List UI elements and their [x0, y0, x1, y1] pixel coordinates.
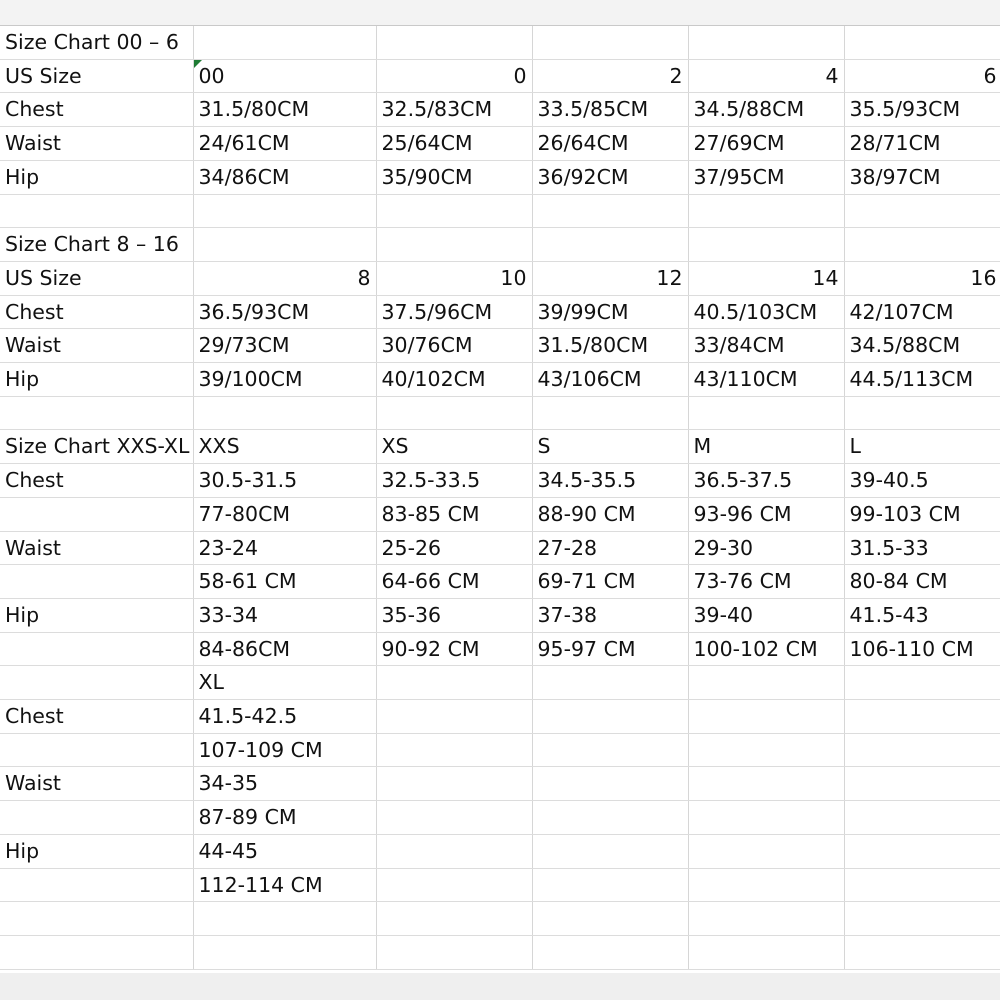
cell[interactable]: 29-30: [688, 531, 844, 565]
cell[interactable]: 32.5-33.5: [376, 464, 532, 498]
sheet-row: [0, 834, 1000, 868]
cell[interactable]: 43/106CM: [532, 363, 688, 397]
cell[interactable]: [193, 396, 376, 430]
cell[interactable]: [844, 396, 1000, 430]
cell[interactable]: 34.5/88CM: [844, 329, 1000, 363]
cell[interactable]: 38/97CM: [844, 160, 1000, 194]
cell[interactable]: 36.5/93CM: [193, 295, 376, 329]
row-label-cell[interactable]: [0, 632, 193, 666]
row-label-cell[interactable]: [0, 935, 193, 969]
cell[interactable]: 39-40: [688, 598, 844, 632]
sheet-row: [0, 801, 1000, 835]
cell[interactable]: [532, 228, 688, 262]
cell[interactable]: 69-71 CM: [532, 565, 688, 599]
sheet-row: [0, 59, 1000, 93]
cell[interactable]: [376, 902, 532, 936]
cell[interactable]: 99-103 CM: [844, 497, 1000, 531]
sheet-row: [0, 160, 1000, 194]
cell[interactable]: 23-24: [193, 531, 376, 565]
sheet-row: [0, 700, 1000, 734]
cell[interactable]: [688, 834, 844, 868]
cell[interactable]: XS: [376, 430, 532, 464]
row-label-cell[interactable]: Waist: [0, 329, 193, 363]
cell[interactable]: [193, 902, 376, 936]
cell[interactable]: [376, 26, 532, 59]
cell[interactable]: [844, 700, 1000, 734]
cell[interactable]: 41.5-42.5: [193, 700, 376, 734]
cell[interactable]: [376, 194, 532, 228]
row-label-cell[interactable]: Chest: [0, 464, 193, 498]
cell[interactable]: 36.5-37.5: [688, 464, 844, 498]
sheet-row: [0, 632, 1000, 666]
sheet-row: [0, 93, 1000, 127]
cell[interactable]: [844, 902, 1000, 936]
cell[interactable]: 42/107CM: [844, 295, 1000, 329]
cell[interactable]: 10: [376, 261, 532, 295]
cell[interactable]: 88-90 CM: [532, 497, 688, 531]
sheet-row: [0, 295, 1000, 329]
row-label-cell[interactable]: US Size: [0, 59, 193, 93]
row-label-cell[interactable]: [0, 902, 193, 936]
cell[interactable]: [376, 767, 532, 801]
sheet-row: [0, 666, 1000, 700]
sheet-row: [0, 733, 1000, 767]
cell[interactable]: [844, 935, 1000, 969]
cell[interactable]: 84-86CM: [193, 632, 376, 666]
cell[interactable]: 44.5/113CM: [844, 363, 1000, 397]
row-label-cell[interactable]: Size Chart XXS-XL: [0, 430, 193, 464]
cell[interactable]: [532, 935, 688, 969]
cell[interactable]: 112-114 CM: [193, 868, 376, 902]
cell[interactable]: [532, 801, 688, 835]
cell[interactable]: L: [844, 430, 1000, 464]
cell[interactable]: 24/61CM: [193, 127, 376, 161]
sheet-row: [0, 363, 1000, 397]
cell[interactable]: 83-85 CM: [376, 497, 532, 531]
row-label-cell[interactable]: Size Chart 00 – 6: [0, 26, 193, 59]
cell[interactable]: 80-84 CM: [844, 565, 1000, 599]
row-label-cell[interactable]: Hip: [0, 834, 193, 868]
cell[interactable]: 35-36: [376, 598, 532, 632]
cell[interactable]: 25/64CM: [376, 127, 532, 161]
cell[interactable]: 37/95CM: [688, 160, 844, 194]
row-label-cell[interactable]: Waist: [0, 127, 193, 161]
cell[interactable]: [532, 26, 688, 59]
cell[interactable]: [532, 868, 688, 902]
cell[interactable]: 36/92CM: [532, 160, 688, 194]
cell[interactable]: [688, 228, 844, 262]
cell[interactable]: 31.5-33: [844, 531, 1000, 565]
sheet-row: [0, 430, 1000, 464]
cell[interactable]: [532, 733, 688, 767]
cell[interactable]: 27-28: [532, 531, 688, 565]
cell[interactable]: 2: [532, 59, 688, 93]
cell[interactable]: [193, 194, 376, 228]
cell[interactable]: [688, 902, 844, 936]
cell[interactable]: [376, 834, 532, 868]
size-chart-table: [0, 26, 1000, 970]
cell[interactable]: XXS: [193, 430, 376, 464]
cell[interactable]: [532, 700, 688, 734]
cell[interactable]: [376, 733, 532, 767]
cell[interactable]: 27/69CM: [688, 127, 844, 161]
row-label-cell[interactable]: [0, 565, 193, 599]
sheet-row: [0, 194, 1000, 228]
cell[interactable]: [688, 700, 844, 734]
cell[interactable]: 35.5/93CM: [844, 93, 1000, 127]
cell[interactable]: 39/100CM: [193, 363, 376, 397]
cell[interactable]: 106-110 CM: [844, 632, 1000, 666]
cell[interactable]: 34.5/88CM: [688, 93, 844, 127]
cell[interactable]: 39-40.5: [844, 464, 1000, 498]
cell[interactable]: 6: [844, 59, 1000, 93]
cell[interactable]: 32.5/83CM: [376, 93, 532, 127]
row-label-cell[interactable]: Hip: [0, 598, 193, 632]
cell[interactable]: 93-96 CM: [688, 497, 844, 531]
cell[interactable]: [844, 834, 1000, 868]
sheet-row: [0, 935, 1000, 969]
cell[interactable]: [376, 801, 532, 835]
sheet-row: [0, 868, 1000, 902]
cell[interactable]: 00: [193, 59, 376, 93]
cell[interactable]: [376, 228, 532, 262]
cell[interactable]: 33-34: [193, 598, 376, 632]
cell[interactable]: 44-45: [193, 834, 376, 868]
sheet-row: [0, 228, 1000, 262]
row-label-cell[interactable]: [0, 396, 193, 430]
cell[interactable]: 64-66 CM: [376, 565, 532, 599]
cell[interactable]: 100-102 CM: [688, 632, 844, 666]
row-label-cell[interactable]: Hip: [0, 363, 193, 397]
cell[interactable]: 37-38: [532, 598, 688, 632]
cell[interactable]: [688, 194, 844, 228]
cell[interactable]: [193, 26, 376, 59]
row-label-cell[interactable]: Size Chart 8 – 16: [0, 228, 193, 262]
cell[interactable]: [376, 868, 532, 902]
sheet-row: [0, 261, 1000, 295]
cell[interactable]: [376, 935, 532, 969]
cell[interactable]: [844, 733, 1000, 767]
cell[interactable]: 0: [376, 59, 532, 93]
cell[interactable]: 31.5/80CM: [532, 329, 688, 363]
cell[interactable]: 41.5-43: [844, 598, 1000, 632]
cell[interactable]: [532, 767, 688, 801]
cell[interactable]: [844, 666, 1000, 700]
cell[interactable]: [844, 868, 1000, 902]
cell[interactable]: 34-35: [193, 767, 376, 801]
cell[interactable]: 12: [532, 261, 688, 295]
row-label-cell[interactable]: [0, 497, 193, 531]
sheet-row: [0, 396, 1000, 430]
cell[interactable]: XL: [193, 666, 376, 700]
bottom-bar: [0, 973, 1000, 1000]
row-label-cell[interactable]: [0, 733, 193, 767]
cell[interactable]: [844, 26, 1000, 59]
cell[interactable]: 77-80CM: [193, 497, 376, 531]
cell[interactable]: 31.5/80CM: [193, 93, 376, 127]
cell[interactable]: [688, 801, 844, 835]
cell[interactable]: [844, 767, 1000, 801]
cell[interactable]: [688, 935, 844, 969]
sheet-row: [0, 127, 1000, 161]
cell[interactable]: 58-61 CM: [193, 565, 376, 599]
cell[interactable]: 16: [844, 261, 1000, 295]
sheet-row: [0, 598, 1000, 632]
cell[interactable]: M: [688, 430, 844, 464]
spreadsheet-grid: [0, 25, 1000, 974]
row-label-cell[interactable]: Waist: [0, 531, 193, 565]
row-label-cell[interactable]: [0, 666, 193, 700]
sheet-row: [0, 565, 1000, 599]
cell[interactable]: 25-26: [376, 531, 532, 565]
cell[interactable]: 39/99CM: [532, 295, 688, 329]
cell[interactable]: 26/64CM: [532, 127, 688, 161]
sheet-row: [0, 329, 1000, 363]
row-label-cell[interactable]: [0, 194, 193, 228]
cell[interactable]: [532, 666, 688, 700]
cell[interactable]: 14: [688, 261, 844, 295]
cell[interactable]: 34/86CM: [193, 160, 376, 194]
cell[interactable]: [844, 801, 1000, 835]
cell[interactable]: 40/102CM: [376, 363, 532, 397]
cell[interactable]: [688, 396, 844, 430]
cell[interactable]: [688, 26, 844, 59]
row-label-cell[interactable]: Chest: [0, 93, 193, 127]
cell[interactable]: 87-89 CM: [193, 801, 376, 835]
cell[interactable]: 43/110CM: [688, 363, 844, 397]
cell[interactable]: [376, 666, 532, 700]
cell[interactable]: 33/84CM: [688, 329, 844, 363]
cell[interactable]: [532, 834, 688, 868]
cell[interactable]: 8: [193, 261, 376, 295]
cell[interactable]: [844, 228, 1000, 262]
cell[interactable]: [532, 194, 688, 228]
cell[interactable]: [532, 902, 688, 936]
cell[interactable]: 90-92 CM: [376, 632, 532, 666]
row-label-cell[interactable]: Hip: [0, 160, 193, 194]
cell[interactable]: [688, 733, 844, 767]
cell[interactable]: 34.5-35.5: [532, 464, 688, 498]
sheet-row: [0, 767, 1000, 801]
row-label-cell[interactable]: [0, 801, 193, 835]
cell[interactable]: [688, 666, 844, 700]
cell[interactable]: 30/76CM: [376, 329, 532, 363]
cell[interactable]: 30.5-31.5: [193, 464, 376, 498]
cell[interactable]: 95-97 CM: [532, 632, 688, 666]
cell[interactable]: 40.5/103CM: [688, 295, 844, 329]
cell[interactable]: [532, 396, 688, 430]
sheet-row: [0, 464, 1000, 498]
cell[interactable]: 107-109 CM: [193, 733, 376, 767]
cell[interactable]: 35/90CM: [376, 160, 532, 194]
sheet-row: [0, 497, 1000, 531]
cell[interactable]: [193, 228, 376, 262]
cell[interactable]: 4: [688, 59, 844, 93]
cell[interactable]: S: [532, 430, 688, 464]
row-label-cell[interactable]: Chest: [0, 295, 193, 329]
cell[interactable]: [844, 194, 1000, 228]
cell[interactable]: [688, 868, 844, 902]
cell[interactable]: [376, 396, 532, 430]
cell[interactable]: [688, 767, 844, 801]
cell[interactable]: 73-76 CM: [688, 565, 844, 599]
cell[interactable]: [193, 935, 376, 969]
sheet-row: [0, 531, 1000, 565]
row-label-cell[interactable]: Chest: [0, 700, 193, 734]
row-label-cell[interactable]: Waist: [0, 767, 193, 801]
cell[interactable]: 28/71CM: [844, 127, 1000, 161]
row-label-cell[interactable]: [0, 868, 193, 902]
cell[interactable]: [376, 700, 532, 734]
cell[interactable]: 37.5/96CM: [376, 295, 532, 329]
cell[interactable]: 33.5/85CM: [532, 93, 688, 127]
cell[interactable]: 29/73CM: [193, 329, 376, 363]
sheet-row: [0, 26, 1000, 59]
sheet-row: [0, 902, 1000, 936]
row-label-cell[interactable]: US Size: [0, 261, 193, 295]
